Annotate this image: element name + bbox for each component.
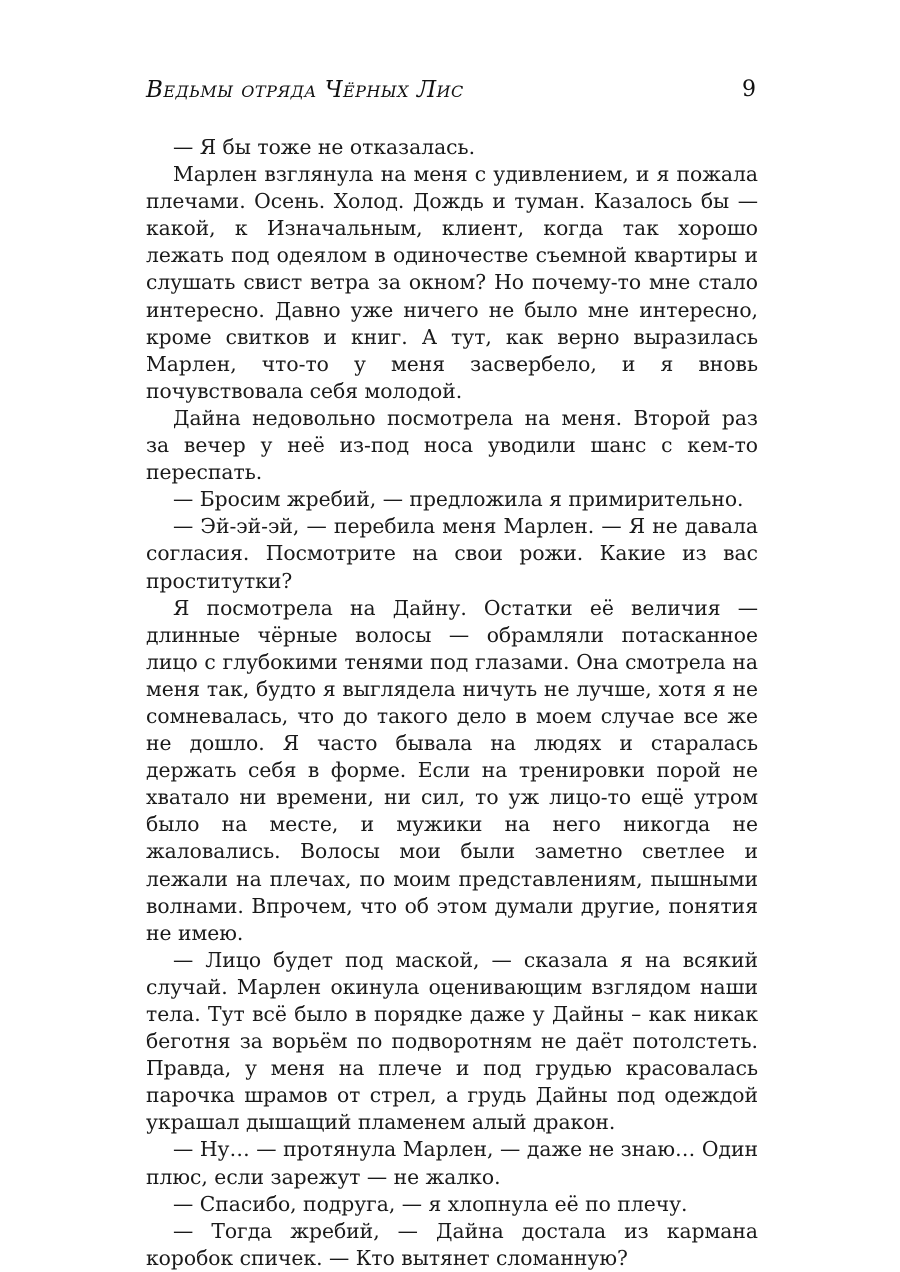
running-head <box>146 75 758 109</box>
paragraph: — Ну… — протянула Марлен, — даже не знаю… Один плюс, если зарежут — не жалко. <box>146 1137 758 1189</box>
paragraph: — Тогда жребий, — Дайна достала из кармана коробок спичек. — Кто вытянет сломанную? <box>146 1218 758 1270</box>
paragraph: Марлен взглянула на меня с удивлением, и я пожала плечами. Осень. Холод. Дождь и туман. Казалось бы — какой, к Изначальным, клиент, когда так хорошо лежать под одеялом в одиночестве съемной квартиры и слушать свист ветра за окном? Но почему-то мне стало интересно. Давно уже ничего не было мне интересно, кроме свитков и книг. А тут, как верно выразилась Марлен, что-то у меня засвербело, и я вновь почувствовала себя молодой. <box>146 162 758 403</box>
paragraph: — Бросим жребий, — предложила я примирительно. <box>173 487 744 512</box>
paragraph: — Спасибо, подруга, — я хлопнула её по плечу. <box>173 1191 688 1216</box>
paragraph: — Я бы тоже не отказалась. <box>173 135 476 159</box>
book-title: Ведьмы отряда Чёрных Лис <box>146 77 464 103</box>
body-text <box>146 134 758 1272</box>
page-number: 9 <box>742 77 756 102</box>
paragraph: — Лицо будет под маской, — сказала я на всякий случай. Марлен окинула оценивающим взглядом наши тела. Тут всё было в порядке даже у Дайны – как никак беготня за ворьём по подворотням не даёт потолстеть. Правда, у меня на плече и под грудью красовалась парочка шрамов от стрел, а грудь Дайны под одеждой украшал дышащий пламенем алый дракон. <box>146 947 758 1135</box>
paragraph: Дайна недовольно посмотрела на меня. Второй раз за вечер у неё из-под носа уводили шанс с кем-то переспать. <box>146 405 758 485</box>
paragraph: Я посмотрела на Дайну. Остатки её величия — длинные чёрные волосы — обрамляли потасканное лицо с глубокими тенями под глазами. Она смотрела на меня так, будто я выглядела ничуть не лучше, хотя я не сомневалась, что до такого дело в моем случае все же не дошло. Я часто бывала на людях и старалась держать себя в форме. Если на тренировки порой не хватало ни времени, ни сил, то уж лицо-то ещё утром было на месте, и мужики на него никогда не жаловались. Волосы мои были заметно светлее и лежали на плечах, по моим представлениям, пышными волнами. Впрочем, что об этом думали другие, понятия не имею. <box>146 595 758 945</box>
paragraph: — Эй-эй-эй, — перебила меня Марлен. — Я не давала согласия. Посмотрите на свои рожи. Какие из вас проститутки? <box>146 514 758 593</box>
